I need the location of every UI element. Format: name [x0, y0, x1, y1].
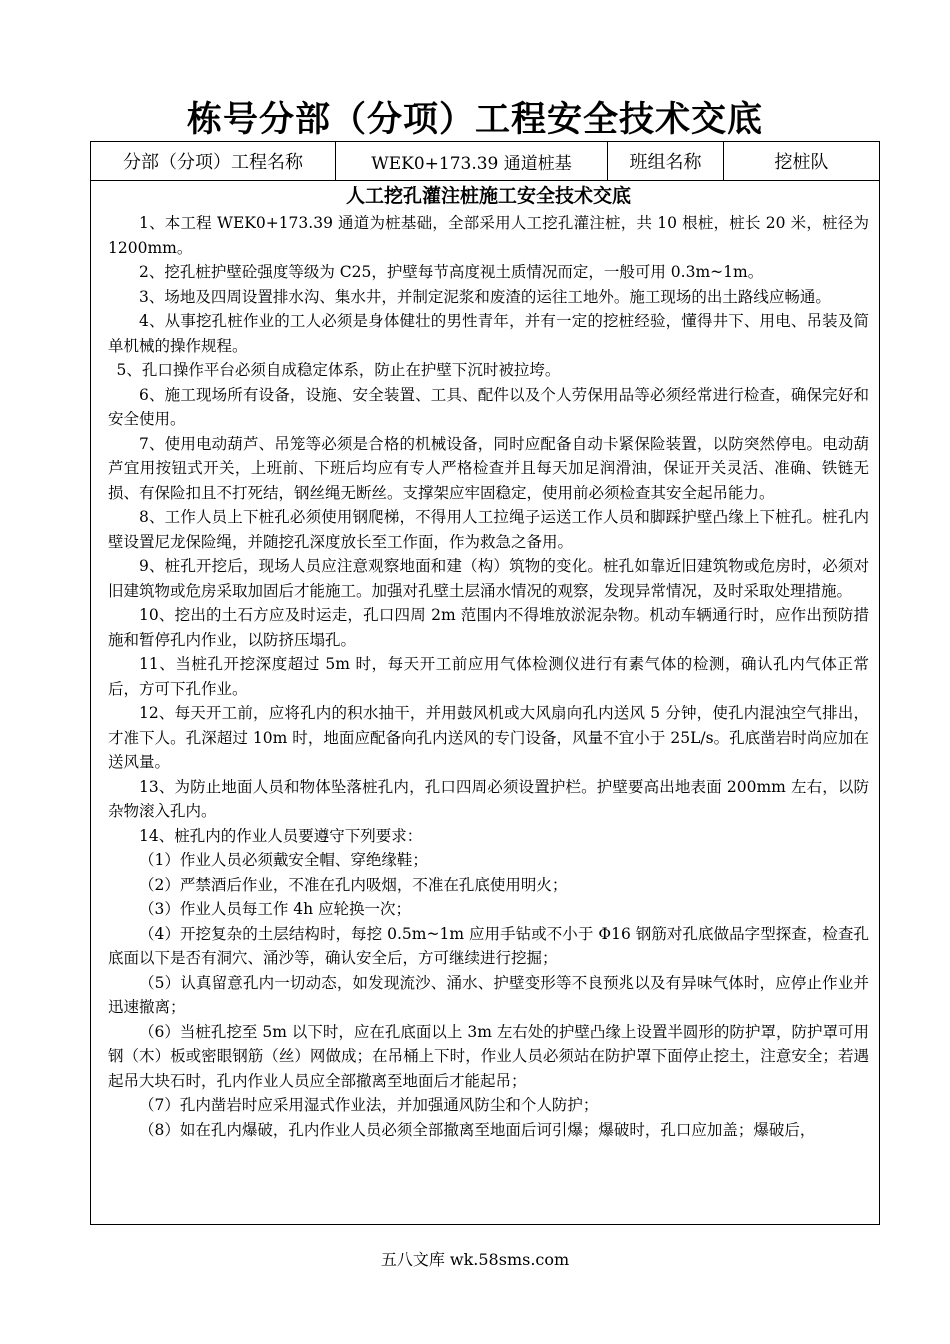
section-subtitle: 人工挖孔灌注桩施工安全技术交底	[345, 185, 631, 207]
team-name-value: 挖桩队	[774, 152, 829, 173]
paragraph: 5、孔口操作平台必须自成稳定体系，防止在护壁下沉时被拉垮。	[116, 361, 561, 379]
content-body	[91, 181, 879, 1142]
paragraph: 8、工作人员上下桩孔必须使用钢爬梯，不得用人工拉绳子运送工作人员和脚踩护壁凸缘上下桩孔。桩孔内壁设置尼龙保险绳，并随挖孔深度放长至工作面，作为救急之备用。	[108, 508, 869, 551]
paragraph: 9、桩孔开挖后，现场人员应注意观察地面和建（构）筑物的变化。桩孔如靠近旧建筑物或危房时，必须对旧建筑物或危房采取加固后才能施工。加强对孔壁土层涌水情况的观察，发现异常情况，及时采取处理措施。	[108, 557, 869, 600]
paragraph: 2、挖孔桩护壁砼强度等级为 C25，护壁每节高度视土质情况而定，一般可用 0.3m~1m。	[139, 263, 764, 281]
paragraph: 7、使用电动葫芦、吊笼等必须是合格的机械设备，同时应配备自动卡紧保险装置，以防突然停电。电动葫芦宜用按钮式开关，上班前、下班后均应有专人严格检查并且每天加足润滑油，保证开关灵活、准确、铁链无损、有保险扣且不打死结，钢丝绳无断丝。支撑架应牢固稳定，使用前必须检查其安全起吊能力。	[108, 434, 869, 502]
project-name-label: 分部（分项）工程名称	[91, 142, 336, 180]
list-item: （7）孔内凿岩时应采用湿式作业法，并加强通风防尘和个人防护；	[139, 1096, 599, 1114]
paragraph: 13、为防止地面人员和物体坠落桩孔内，孔口四周必须设置护栏。护壁要高出地表面 200mm 左右，以防杂物滚入孔内。	[108, 777, 869, 820]
list-item: （3）作业人员每工作 4h 应轮换一次；	[139, 900, 412, 918]
header-row	[91, 142, 879, 181]
paragraph: 3、场地及四周设置排水沟、集水井，并制定泥浆和废渣的运往工地外。施工现场的出土路线应畅通。	[139, 287, 831, 306]
paragraph: 1、本工程 WEK0+173.39 通道为桩基础，全部采用人工挖孔灌注桩，共 10 根桩，桩长 20 米，桩径为 1200mm。	[108, 214, 869, 257]
page-title: 栋号分部（分项）工程安全技术交底	[186, 99, 763, 140]
paragraph: 11、当桩孔开挖深度超过 5m 时，每天开工前应用气体检测仪进行有素气体的检测，确认孔内气体正常后，方可下孔作业。	[108, 655, 869, 698]
list-item: （5）认真留意孔内一切动态，如发现流沙、涌水、护壁变形等不良预兆以及有异味气体时，应停止作业并迅速撤离；	[108, 973, 869, 1016]
team-name-label: 班组名称	[608, 142, 724, 180]
project-name-value: WEK0+173.39 通道桩基	[336, 142, 608, 180]
paragraph: 14、桩孔内的作业人员要遵守下列要求：	[139, 826, 423, 845]
disclosure-table	[90, 141, 880, 1225]
paragraph: 10、挖出的土石方应及时运走，孔口四周 2m 范围内不得堆放淤泥杂物。机动车辆通行时，应作出预防措施和暂停孔内作业，以防挤压塌孔。	[108, 606, 869, 649]
list-item: （8）如在孔内爆破，孔内作业人员必须全部撤离至地面后诃引爆；爆破时，孔口应加盖；爆破后，	[139, 1120, 816, 1139]
paragraph: 4、从事挖孔桩作业的工人必须是身体健壮的男性青年，并有一定的挖桩经验，懂得井下、用电、吊装及简单机械的操作规程。	[108, 312, 869, 355]
paragraph: 6、施工现场所有设备，设施、安全装置、工具、配件以及个人劳保用品等必须经常进行检查，确保完好和安全使用。	[108, 385, 869, 428]
list-item: （4）开挖复杂的土层结构时，每挖 0.5m~1m 应用手钻或不小于 Φ16 钢筋对孔底做品字型探查，检查孔底面以下是否有洞穴、涌沙等，确认安全后，方可继续进行挖掘；	[108, 924, 869, 967]
list-item: （1）作业人员必须戴安全帽、穿绝缘鞋；	[139, 851, 428, 869]
paragraph: 12、每天开工前，应将孔内的积水抽干，并用鼓风机或大风扇向孔内送风 5 分钟，使孔内混浊空气排出，才准下人。孔深超过 10m 时，地面应配备向孔内送风的专门设备，风量不宜小于 25L/s。孔底凿岩时尚应加在送风量。	[108, 704, 869, 771]
list-item: （6）当桩孔挖至 5m 以下时，应在孔底面以上 3m 左右处的护壁凸缘上设置半圆形的防护罩，防护罩可用钢（木）板或密眼钢筋（丝）网做成；在吊桶上下时，作业人员必须站在防护罩下面停止挖土，注意安全；若遇起吊大块石时，孔内作业人员应全部撤离至地面后才能起吊；	[108, 1022, 869, 1090]
footer-watermark: 五八文库 wk.58sms.com	[380, 1250, 570, 1269]
list-item: （2）严禁酒后作业，不准在孔内吸烟，不准在孔底使用明火；	[139, 875, 568, 894]
